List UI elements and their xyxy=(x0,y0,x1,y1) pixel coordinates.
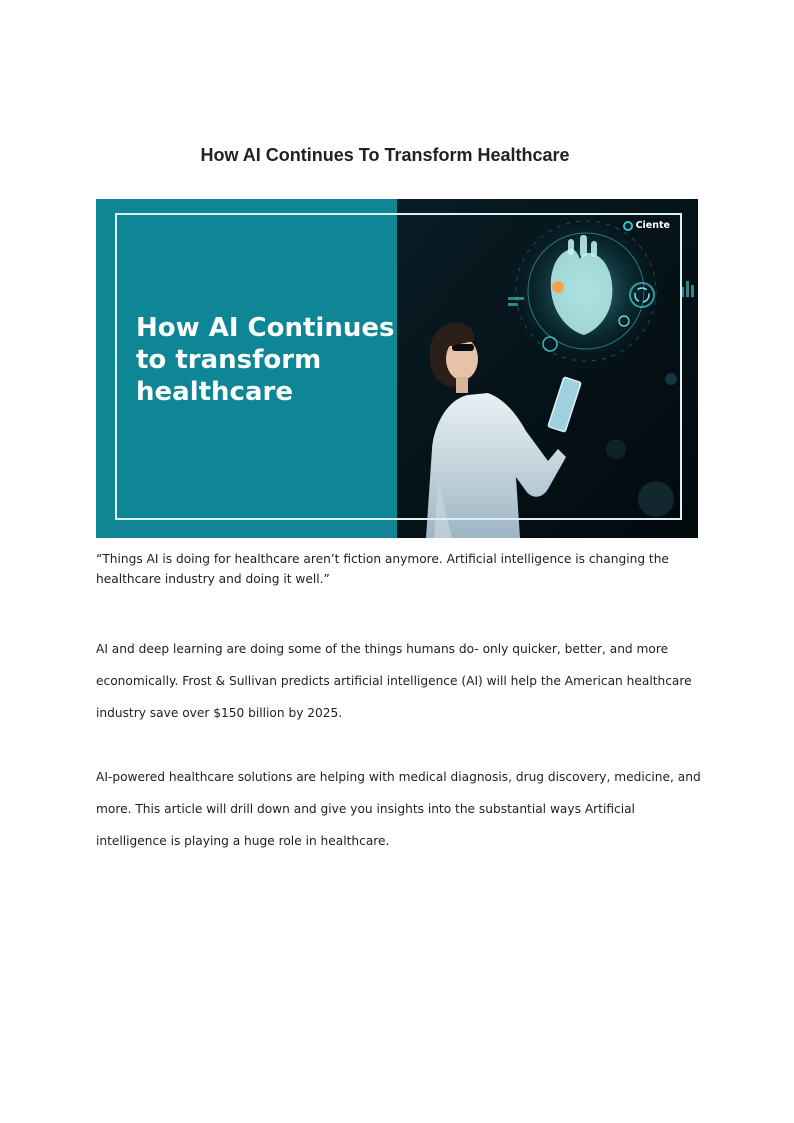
hero-heading: How AI Continues to transform healthcare xyxy=(136,313,395,407)
intro-quote: “Things AI is doing for healthcare aren’t fiction anymore. Artificial intelligence is changing the healthcare industry and doing it well.” xyxy=(96,552,669,586)
hero-banner-image xyxy=(96,199,698,538)
brand-name: Ciente xyxy=(635,220,670,231)
brand-logo-icon xyxy=(623,221,633,231)
brand-logo xyxy=(623,220,670,231)
paragraph-1: AI and deep learning are doing some of the things humans do- only quicker, better, and more economically. Frost & Sullivan predicts artificial intelligence (AI) will help the American healthcare industry save over $150 billion by 2025. xyxy=(96,642,692,720)
page-title: How AI Continues To Transform Healthcare xyxy=(200,145,570,165)
paragraph-2: AI-powered healthcare solutions are helping with medical diagnosis, drug discovery, medicine, and more. This article will drill down and give you insights into the substantial ways Artificial intelligence is playing a huge role in healthcare. xyxy=(96,770,701,848)
